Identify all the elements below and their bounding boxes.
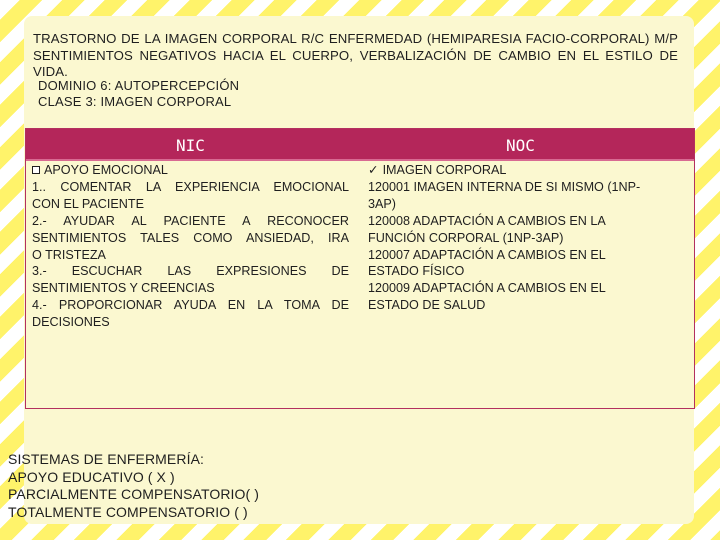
nic-column bbox=[32, 162, 349, 331]
noc-header: NOC bbox=[506, 136, 535, 155]
nic-line: 3.- ESCUCHAR LAS EXPRESIONES DE bbox=[32, 264, 349, 279]
nic-header: NIC bbox=[176, 136, 205, 155]
nic-line: 1.. COMENTAR LA EXPERIENCIA EMOCIONAL bbox=[32, 179, 349, 194]
noc-line: 3AP) bbox=[368, 196, 396, 211]
noc-line: 120001 IMAGEN INTERNA DE SI MISMO (1NP- bbox=[368, 179, 641, 194]
header-divider bbox=[26, 159, 694, 161]
noc-line-text: IMAGEN CORPORAL bbox=[382, 163, 507, 177]
nic-line: DECISIONES bbox=[32, 315, 110, 330]
noc-line: ESTADO DE SALUD bbox=[368, 298, 486, 313]
domain-label: DOMINIO 6: AUTOPERCEPCIÓN bbox=[38, 78, 240, 93]
nic-line: O TRISTEZA bbox=[32, 247, 106, 262]
nic-line: CON EL PACIENTE bbox=[32, 196, 144, 211]
square-bullet-icon bbox=[32, 166, 40, 174]
table-header bbox=[26, 129, 694, 159]
nic-line: SENTIMIENTOS TALES COMO ANSIEDAD, IRA bbox=[32, 230, 349, 245]
noc-line: ESTADO FÍSICO bbox=[368, 264, 465, 279]
noc-line: 120009 ADAPTACIÓN A CAMBIOS EN EL bbox=[368, 281, 606, 296]
nic-line: SENTIMIENTOS Y CREENCIAS bbox=[32, 281, 215, 296]
nic-line: 2.- AYUDAR AL PACIENTE A RECONOCER bbox=[32, 213, 349, 228]
nursing-systems bbox=[8, 451, 259, 521]
nic-noc-table bbox=[25, 128, 695, 409]
class-label: CLASE 3: IMAGEN CORPORAL bbox=[38, 94, 232, 109]
nursing-systems-heading: SISTEMAS DE ENFERMERÍA: bbox=[8, 451, 204, 467]
nursing-system-option: PARCIALMENTE COMPENSATORIO( ) bbox=[8, 486, 260, 502]
diagnosis-title: TRASTORNO DE LA IMAGEN CORPORAL R/C ENFERMEDAD (HEMIPARESIA FACIO-CORPORAL) M/P SENTIMIENTOS NEGATIVOS HACIA EL CUERPO, VERBALIZACIÓN DE CAMBIO EN EL ESTILO DE VIDA. bbox=[33, 31, 678, 79]
noc-column bbox=[368, 162, 690, 314]
checkmark-icon: ✓ bbox=[368, 163, 379, 177]
nic-item bbox=[32, 162, 349, 179]
noc-item bbox=[368, 162, 690, 179]
noc-line: FUNCIÓN CORPORAL (1NP-3AP) bbox=[368, 230, 564, 245]
nic-line-text: APOYO EMOCIONAL bbox=[44, 163, 168, 177]
nursing-system-option: TOTALMENTE COMPENSATORIO ( ) bbox=[8, 503, 248, 520]
nursing-system-option: APOYO EDUCATIVO ( X ) bbox=[8, 468, 175, 485]
noc-line: 120008 ADAPTACIÓN A CAMBIOS EN LA bbox=[368, 213, 606, 228]
nic-line: 4.- PROPORCIONAR AYUDA EN LA TOMA DE bbox=[32, 298, 349, 313]
noc-line: 120007 ADAPTACIÓN A CAMBIOS EN EL bbox=[368, 247, 606, 262]
